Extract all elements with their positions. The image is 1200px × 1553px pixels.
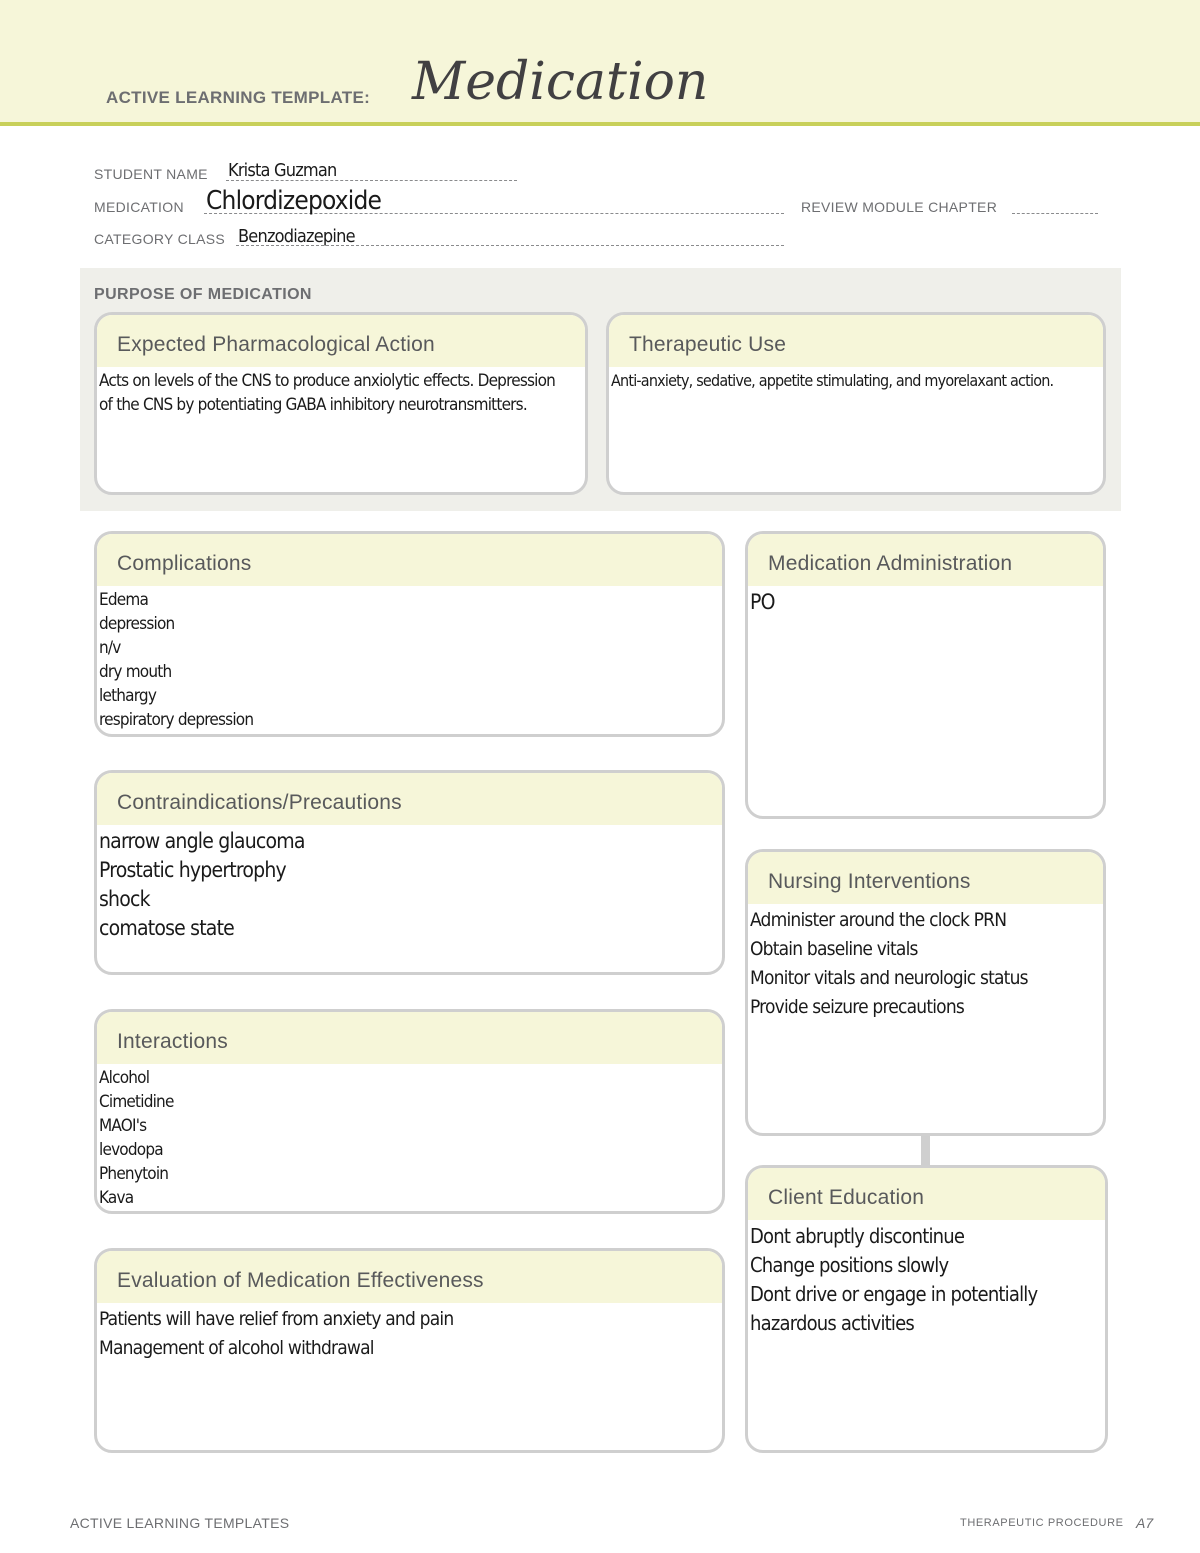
- interaction-item: Alcohol: [99, 1068, 150, 1088]
- therapeutic-use-heading: Therapeutic Use: [609, 315, 1103, 367]
- review-module-line[interactable]: [1012, 213, 1098, 214]
- header-rule: [0, 122, 1200, 126]
- client-education-box[interactable]: [745, 1165, 1108, 1453]
- client-education-item: Change positions slowly: [750, 1253, 949, 1277]
- therapeutic-use-line: Anti-anxiety, sedative, appetite stimulating, and myorelaxant action.: [611, 371, 1054, 390]
- template-title: Medication: [412, 52, 709, 112]
- connector-bar: [921, 1134, 930, 1167]
- client-education-item: hazardous activities: [750, 1311, 914, 1335]
- footer-page-number: A7: [1136, 1515, 1154, 1531]
- contraindications-box[interactable]: [94, 770, 725, 975]
- complication-item: respiratory depression: [99, 710, 254, 730]
- category-class-value[interactable]: Benzodiazepine: [238, 226, 355, 247]
- student-name-label: STUDENT NAME: [94, 166, 208, 182]
- category-class-label: CATEGORY CLASS: [94, 231, 226, 247]
- footer-right-label: THERAPEUTIC PROCEDURE: [960, 1517, 1124, 1529]
- contraindication-item: comatose state: [99, 916, 235, 940]
- nursing-intervention-item: Provide seizure precautions: [750, 996, 964, 1018]
- therapeutic-use-box[interactable]: [606, 312, 1106, 495]
- evaluation-line: Patients will have relief from anxiety and pain: [99, 1308, 454, 1330]
- administration-item: PO: [750, 590, 775, 614]
- evaluation-box[interactable]: [94, 1248, 725, 1453]
- expected-action-line: Acts on levels of the CNS to produce anxiolytic effects. Depression: [99, 371, 556, 391]
- footer-left-label: ACTIVE LEARNING TEMPLATES: [70, 1515, 290, 1531]
- administration-box[interactable]: [745, 531, 1106, 819]
- interaction-item: levodopa: [99, 1140, 163, 1160]
- interaction-item: Cimetidine: [99, 1092, 174, 1112]
- contraindication-item: shock: [99, 887, 150, 911]
- complications-box[interactable]: [94, 531, 725, 737]
- interaction-item: Kava: [99, 1188, 134, 1208]
- student-name-value[interactable]: Krista Guzman: [228, 160, 337, 181]
- interactions-heading: Interactions: [97, 1012, 722, 1064]
- client-education-item: Dont abruptly discontinue: [750, 1224, 965, 1248]
- review-module-label: REVIEW MODULE CHAPTER: [801, 199, 998, 215]
- complication-item: lethargy: [99, 686, 157, 706]
- client-education-heading: Client Education: [748, 1168, 1105, 1220]
- nursing-intervention-item: Administer around the clock PRN: [750, 909, 1007, 931]
- complication-item: n/v: [99, 638, 121, 658]
- expected-action-line: of the CNS by potentiating GABA inhibitory neurotransmitters.: [99, 395, 527, 415]
- expected-action-heading: Expected Pharmacological Action: [97, 315, 585, 367]
- interactions-box[interactable]: [94, 1009, 725, 1214]
- template-label: ACTIVE LEARNING TEMPLATE:: [106, 88, 371, 107]
- nursing-interventions-heading: Nursing Interventions: [748, 852, 1103, 904]
- administration-heading: Medication Administration: [748, 534, 1103, 586]
- contraindications-heading: Contraindications/Precautions: [97, 773, 722, 825]
- medication-value[interactable]: Chlordizepoxide: [206, 186, 382, 216]
- nursing-intervention-item: Obtain baseline vitals: [750, 938, 918, 960]
- complication-item: Edema: [99, 590, 149, 610]
- interaction-item: Phenytoin: [99, 1164, 169, 1184]
- interaction-item: MAOI's: [99, 1116, 147, 1136]
- client-education-item: Dont drive or engage in potentially: [750, 1282, 1038, 1306]
- contraindication-item: narrow angle glaucoma: [99, 829, 305, 853]
- expected-action-box[interactable]: [94, 312, 588, 495]
- evaluation-heading: Evaluation of Medication Effectiveness: [97, 1251, 722, 1303]
- purpose-title: PURPOSE OF MEDICATION: [94, 286, 312, 303]
- complication-item: dry mouth: [99, 662, 172, 682]
- medication-label: MEDICATION: [94, 199, 184, 215]
- contraindication-item: Prostatic hypertrophy: [99, 858, 286, 882]
- complication-item: depression: [99, 614, 175, 634]
- nursing-interventions-box[interactable]: [745, 849, 1106, 1136]
- complications-heading: Complications: [97, 534, 722, 586]
- nursing-intervention-item: Monitor vitals and neurologic status: [750, 967, 1028, 989]
- evaluation-line: Management of alcohol withdrawal: [99, 1337, 374, 1359]
